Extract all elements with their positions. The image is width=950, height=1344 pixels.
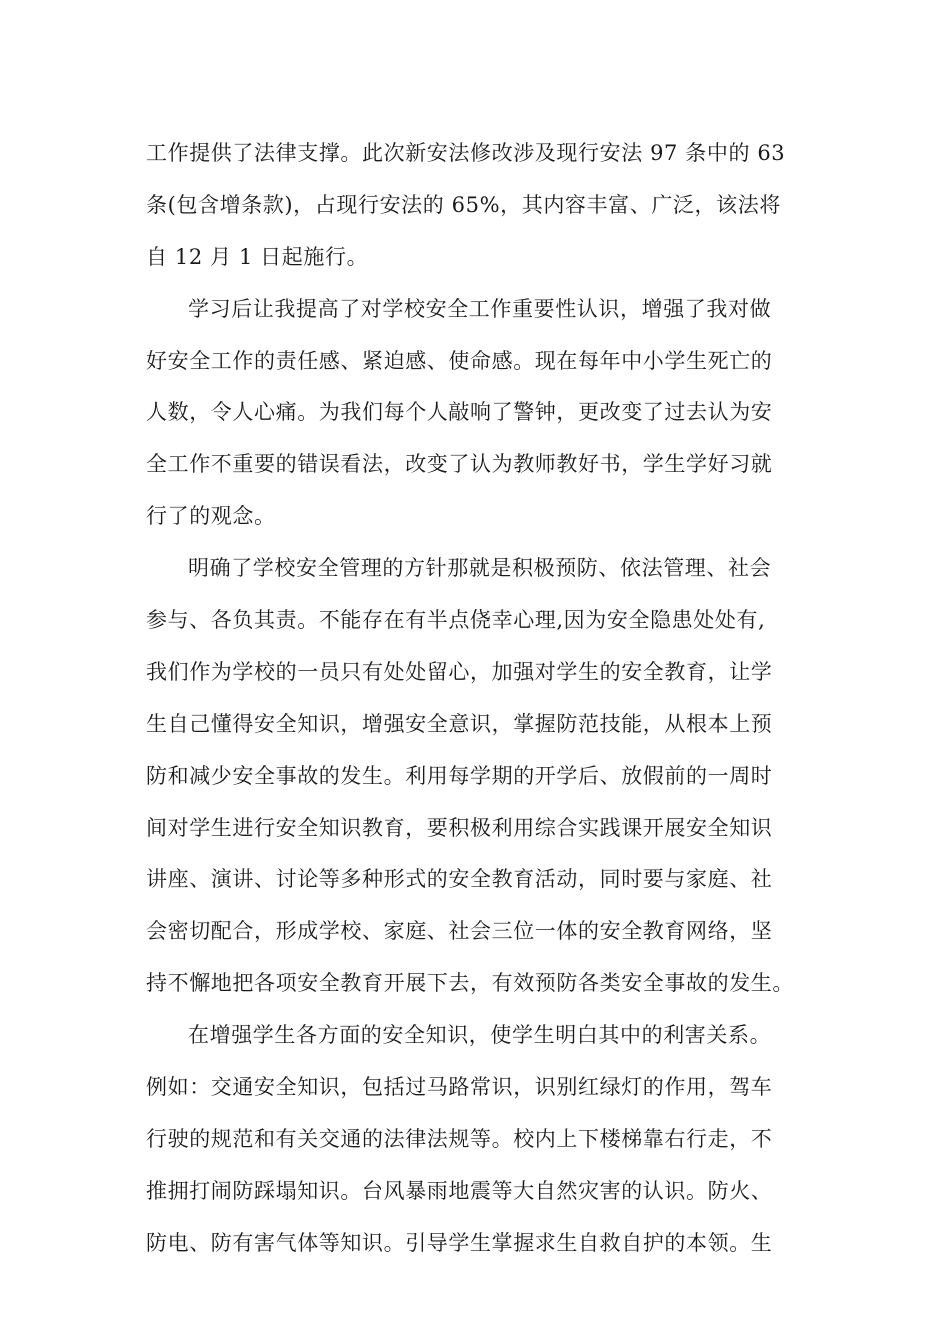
- paragraph-line: 明确了学校安全管理的方针那就是积极预防、依法管理、社会: [188, 556, 772, 581]
- paragraph-line: 自 12 月 1 日起施行。: [146, 244, 369, 269]
- paragraph-line: 会密切配合，形成学校、家庭、社会三位一体的安全教育网络，坚: [146, 919, 773, 944]
- paragraph-2: [146, 284, 806, 543]
- paragraph-line: 防和减少安全事故的发生。利用每学期的开学后、放假前的一周时: [146, 763, 773, 788]
- document-body: [146, 128, 806, 1270]
- paragraph-line: 讲座、演讲、讨论等多种形式的安全教育活动，同时要与家庭、社: [146, 867, 773, 892]
- paragraph-line: 我们作为学校的一员只有处处留心，加强对学生的安全教育，让学: [146, 659, 773, 684]
- paragraph-line: 工作提供了法律支撑。此次新安法修改涉及现行安法 97 条中的 63: [146, 141, 786, 165]
- paragraph-line: 行驶的规范和有关交通的法律法规等。校内上下楼梯靠右行走，不: [146, 1126, 773, 1151]
- paragraph-line: 好安全工作的责任感、紧迫感、使命感。现在每年中小学生死亡的: [146, 348, 773, 373]
- paragraph-line: 学习后让我提高了对学校安全工作重要性认识，增强了我对做: [188, 296, 772, 321]
- paragraph-line: 持不懈地把各项安全教育开展下去，有效预防各类安全事故的发生。: [146, 971, 794, 996]
- paragraph-3: [146, 543, 806, 1010]
- paragraph-4: [146, 1010, 806, 1269]
- paragraph-line: 防电、防有害气体等知识。引导学生掌握求生自救自护的本领。生: [146, 1230, 773, 1255]
- paragraph-line: 人数，令人心痛。为我们每个人敲响了警钟，更改变了过去认为安: [146, 400, 773, 425]
- paragraph-line: 参与、各负其责。不能存在有半点侥幸心理,因为安全隐患处处有,: [146, 608, 766, 633]
- paragraph-line: 生自己懂得安全知识，增强安全意识，掌握防范技能，从根本上预: [146, 711, 773, 736]
- paragraph-line: 行了的观念。: [146, 504, 276, 529]
- paragraph-1: [146, 128, 806, 284]
- paragraph-line: 在增强学生各方面的安全知识，使学生明白其中的利害关系。: [188, 1023, 772, 1048]
- paragraph-line: 推拥打闹防踩塌知识。台风暴雨地震等大自然灾害的认识。防火、: [146, 1178, 773, 1203]
- paragraph-line: 间对学生进行安全知识教育，要积极利用综合实践课开展安全知识: [146, 815, 773, 840]
- paragraph-line: 例如：交通安全知识，包括过马路常识，识别红绿灯的作用，驾车: [146, 1075, 773, 1100]
- paragraph-line: 条(包含增条款)，占现行安法的 65%，其内容丰富、广泛，该法将: [146, 192, 781, 217]
- paragraph-line: 全工作不重要的错误看法，改变了认为教师教好书，学生学好习就: [146, 452, 773, 477]
